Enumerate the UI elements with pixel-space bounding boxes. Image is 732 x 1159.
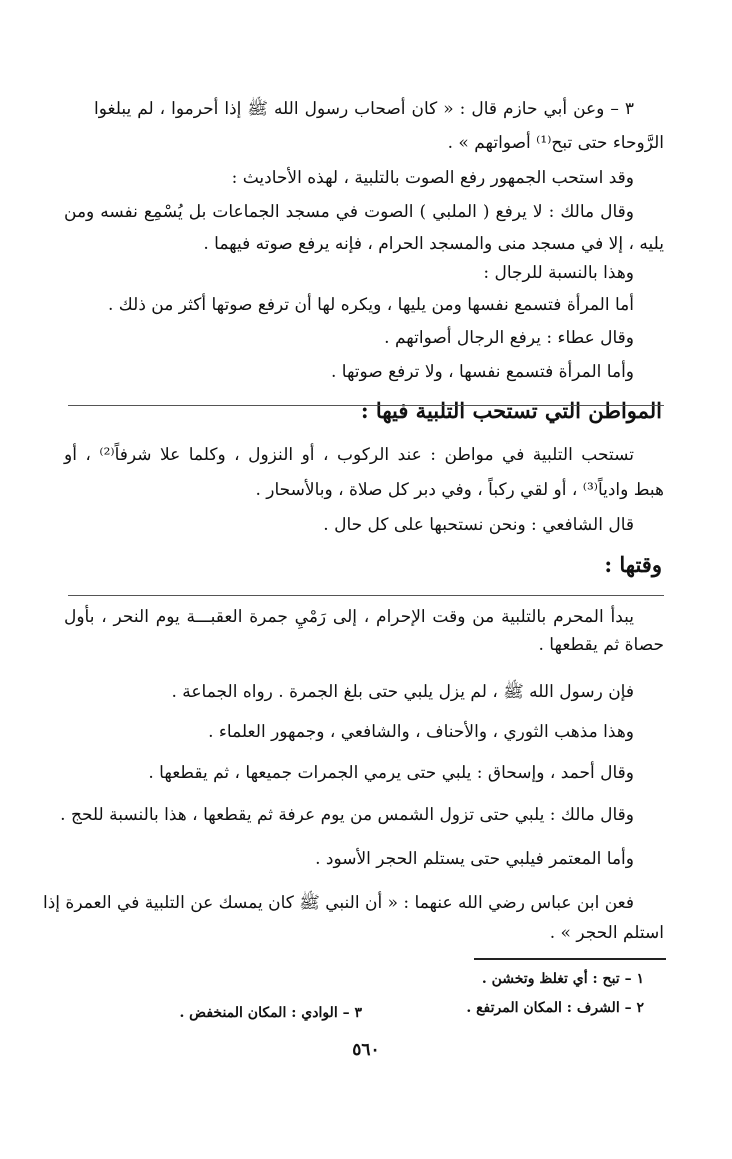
text-line: الرَّوحاء حتى تبح⁽¹⁾ أصواتهم » . xyxy=(447,133,664,153)
text-line: تستحب التلبية في مواطن : عند الركوب ، أو النزول ، وكلما علا شرفاً⁽²⁾ ، أو xyxy=(64,445,635,465)
divider xyxy=(68,405,664,406)
footnote-separator xyxy=(474,958,666,960)
footnote: ٣ – الوادي : المكان المنخفض . xyxy=(179,1005,362,1021)
footnote: ٢ – الشرف : المكان المرتفع . xyxy=(466,1000,644,1016)
page-number: ٥٦٠ xyxy=(352,1040,380,1060)
text-line: استلم الحجر » . xyxy=(549,923,664,943)
text-line: وقد استحب الجمهور رفع الصوت بالتلبية ، لهذه الأحاديث : xyxy=(231,168,634,188)
text-line: وهذا بالنسبة للرجال : xyxy=(483,263,634,283)
text-line: وقال أحمد ، وإسحاق : يلبي حتى يرمي الجمرات جميعها ، ثم يقطعها . xyxy=(148,763,634,783)
text-line: فعن ابن عباس رضي الله عنهما : « أن النبي ﷺ كان يمسك عن التلبية في العمرة إذا xyxy=(43,893,634,913)
text-line: فإن رسول الله ﷺ ، لم يزل يلبي حتى بلغ الجمرة . رواه الجماعة . xyxy=(171,682,634,702)
section-heading: المواطن التي تستحب التلبية فيها : xyxy=(360,398,662,423)
text-line: وقال مالك : يلبي حتى تزول الشمس من يوم عرفة ثم يقطعها ، هذا بالنسبة للحج . xyxy=(60,805,634,825)
text-line: أما المرأة فتسمع نفسها ومن يليها ، ويكره لها أن ترفع صوتها أكثر من ذلك . xyxy=(108,295,634,315)
text-line: قال الشافعي : ونحن نستحبها على كل حال . xyxy=(323,515,634,535)
text-line: وأما المعتمر فيلبي حتى يستلم الحجر الأسود . xyxy=(315,849,634,869)
footnote: ١ – تبح : أي تغلظ وتخشن . xyxy=(481,971,644,987)
text-line: يليه ، إلا في مسجد منى والمسجد الحرام ، فإنه يرفع صوته فيهما . xyxy=(203,234,664,254)
text-line: وهذا مذهب الثوري ، والأحناف ، والشافعي ، وجمهور العلماء . xyxy=(208,722,634,742)
divider xyxy=(68,595,664,596)
text-line: ٣ – وعن أبي حازم قال : « كان أصحاب رسول الله ﷺ إذا أحرموا ، لم يبلغوا xyxy=(94,99,634,119)
text-line: وقال عطاء : يرفع الرجال أصواتهم . xyxy=(384,328,634,348)
text-line: يبدأ المحرم بالتلبية من وقت الإحرام ، إلى رَمْيِ جمرة العقبـــة يوم النحر ، بأول xyxy=(64,607,634,627)
text-line: وقال مالك : لا يرفع ( الملبي ) الصوت في مسجد الجماعات بل يُسْمِع نفسه ومن xyxy=(64,202,634,222)
text-line: حصاة ثم يقطعها . xyxy=(538,635,664,655)
section-heading: وقتها : xyxy=(604,552,662,577)
text-line: هبط وادياً⁽³⁾ ، أو لقي ركباً ، وفي دبر كل صلاة ، وبالأسحار . xyxy=(255,480,664,500)
text-line: وأما المرأة فتسمع نفسها ، ولا ترفع صوتها . xyxy=(330,362,634,382)
